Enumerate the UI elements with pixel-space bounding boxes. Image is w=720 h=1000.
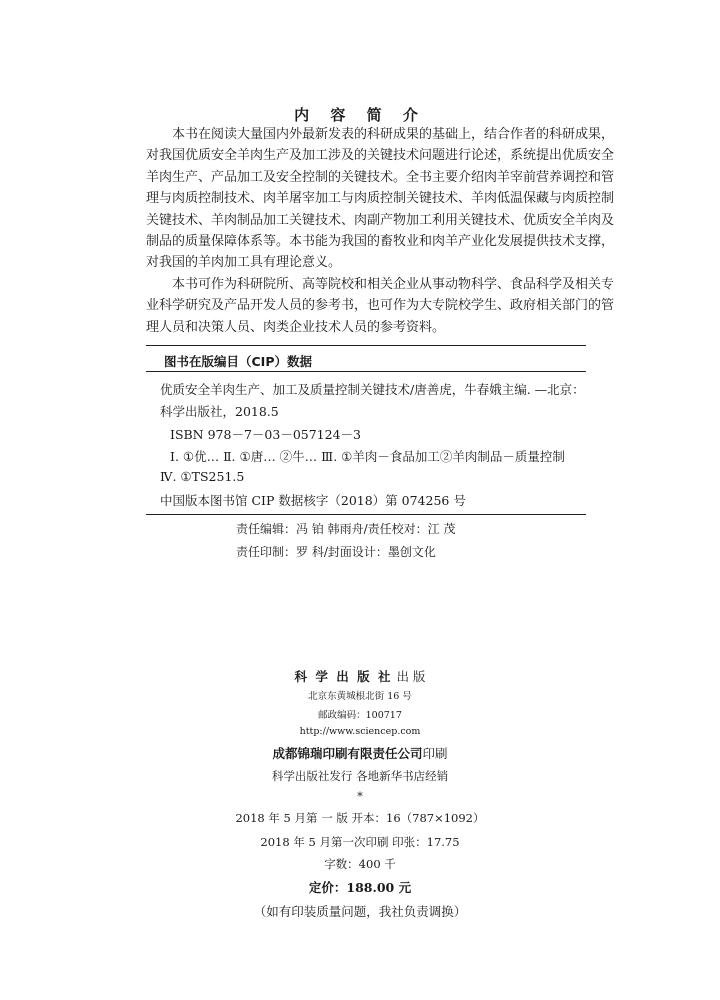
separator: * [357, 789, 363, 803]
publisher-name [0, 667, 720, 685]
distribution: 科学出版社发行 各地新华书店经销 [271, 769, 449, 783]
publisher-name-suffix: 出 版 [396, 669, 426, 684]
cip-line: 科学出版社，2018.5 [160, 404, 279, 419]
printer [0, 744, 720, 762]
summary-line: 本书可作为科研院所、高等院校和相关企业从事动物科学、食品科学及相关专 [172, 277, 615, 292]
cip-bottom-rule [146, 514, 586, 515]
printer-name: 成都锦瑞印刷有限责任公司 [272, 746, 423, 761]
edition-info: 2018 年 5 月第 一 版 开本：16（787×1092） [235, 811, 485, 825]
cip-line: 优质安全羊肉生产、加工及质量控制关键技术/唐善虎，牛春娥主编. —北京： [160, 382, 585, 397]
printer-suffix: 印刷 [422, 746, 448, 761]
cip-line: Ⅳ. ①TS251.5 [160, 469, 245, 484]
cip-line: ISBN 978－7－03－057124－3 [170, 427, 361, 442]
cip-line: 中国版本图书馆 CIP 数据核字（2018）第 074256 号 [160, 493, 466, 508]
credits-editors: 责任编辑：冯 铂 韩雨舟/责任校对：江 茂 [236, 522, 456, 536]
summary-line: 羊肉生产、产品加工及安全控制的关键技术。全书主要介绍肉羊宰前营养调控和管 [146, 169, 615, 185]
summary-line: 业科学研究及产品开发人员的参考书，也可作为大专院校学生、政府相关部门的管 [146, 298, 615, 314]
cip-top-rule [146, 345, 586, 346]
price: 定价：188.00 元 [308, 880, 412, 895]
publisher-name-text: 科 学 出 版 社 [294, 669, 393, 684]
word-count: 字数：400 千 [324, 857, 396, 871]
publisher-postcode: 邮政编码：100717 [318, 710, 402, 721]
summary-paragraph-2 [146, 274, 615, 338]
summary-line: 关键技术、羊肉制品加工关键技术、肉副产物加工利用关键技术、优质安全羊肉及 [146, 212, 615, 228]
summary-line: 对我国优质安全羊肉生产及加工涉及的关键技术问题进行论述，系统提出优质安全 [146, 148, 615, 164]
cip-title-rule [146, 371, 586, 372]
summary-line: 制品的质量保障体系等。本书能为我国的畜牧业和肉羊产业化发展提供技术支撑， [146, 234, 615, 250]
summary-line: 对我国的羊肉加工具有理论意义。 [146, 255, 342, 271]
cip-title: 图书在版编目（CIP）数据 [164, 354, 312, 369]
credits-production: 责任印制：罗 科/封面设计：墨创文化 [236, 545, 436, 559]
summary-heading: 内 容 简 介 [294, 106, 426, 124]
summary-line: 理与肉质控制技术、肉羊屠宰加工与肉质控制关键技术、羊肉低温保藏与肉质控制 [146, 191, 615, 207]
summary-paragraph-1 [146, 124, 615, 274]
summary-line: 本书在阅读大量国内外最新发表的科研成果的基础上，结合作者的科研成果， [172, 127, 615, 142]
printing-info: 2018 年 5 月第一次印刷 印张：17.75 [260, 835, 460, 849]
summary-line: 理人员和决策人员、肉类企业技术人员的参考资料。 [146, 319, 446, 335]
publisher-address: 北京东黄城根北街 16 号 [308, 691, 412, 702]
quality-notice: （如有印装质量问题，我社负责调换） [253, 904, 467, 919]
publisher-url: http://www.sciencep.com [299, 726, 421, 737]
cip-line: Ⅰ. ①优… Ⅱ. ①唐… ②牛… Ⅲ. ①羊肉－食品加工②羊肉制品－质量控制 [170, 449, 565, 464]
